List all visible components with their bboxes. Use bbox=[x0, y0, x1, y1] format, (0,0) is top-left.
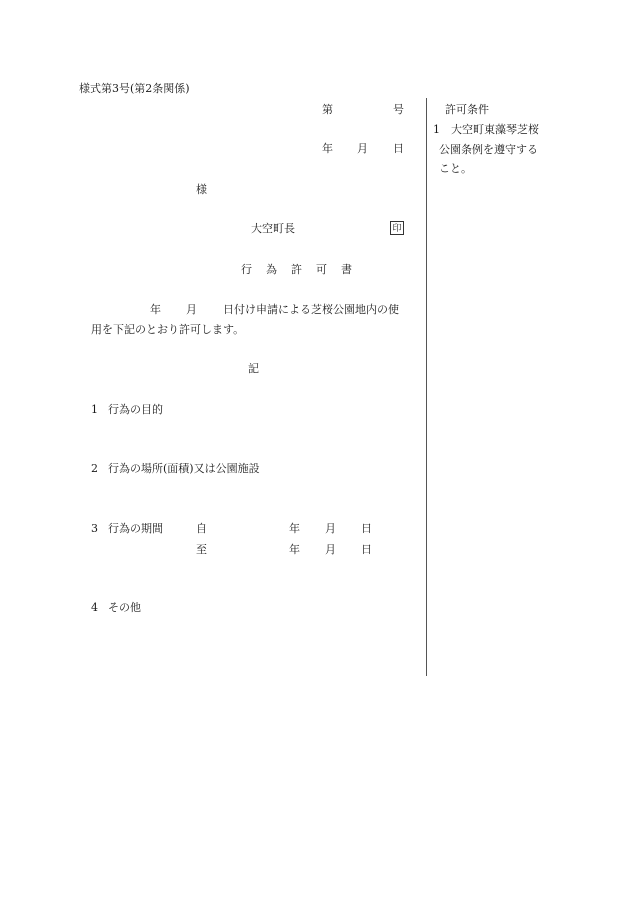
item2-number: 2 bbox=[91, 462, 98, 475]
conditions-title: 許可条件 bbox=[445, 103, 489, 116]
date-day: 日 bbox=[393, 142, 404, 155]
item1-number: 1 bbox=[91, 403, 98, 416]
doc-number-suffix: 号 bbox=[393, 103, 404, 116]
title-char: 為 bbox=[266, 263, 277, 276]
title-char: 可 bbox=[316, 263, 327, 276]
seal-stamp: 印 bbox=[390, 221, 404, 235]
period-from-day: 日 bbox=[361, 522, 372, 535]
item3-label: 行為の期間 bbox=[108, 522, 163, 535]
form-label: 様式第3号(第2条関係) bbox=[79, 82, 190, 95]
item4-label: その他 bbox=[108, 601, 141, 614]
item3-number: 3 bbox=[91, 522, 98, 535]
item2-label: 行為の場所(面積)又は公園施設 bbox=[108, 462, 260, 475]
condition-line1: 大空町東藻琴芝桜 bbox=[451, 123, 539, 136]
period-to-month: 月 bbox=[325, 543, 336, 556]
period-from: 自 bbox=[196, 522, 207, 535]
condition-number: 1 bbox=[433, 123, 440, 136]
period-to-day: 日 bbox=[361, 543, 372, 556]
item4-number: 4 bbox=[91, 601, 98, 614]
body-year: 年 bbox=[150, 303, 161, 316]
date-month: 月 bbox=[357, 142, 368, 155]
doc-number-prefix: 第 bbox=[322, 103, 333, 116]
period-from-year: 年 bbox=[289, 522, 300, 535]
period-from-month: 月 bbox=[325, 522, 336, 535]
document-title bbox=[241, 263, 352, 277]
column-divider bbox=[426, 98, 427, 676]
item1-label: 行為の目的 bbox=[108, 403, 163, 416]
body-line2: 用を下記のとおり許可します。 bbox=[91, 323, 245, 336]
title-char: 許 bbox=[291, 263, 302, 276]
body-line1-rest: 日付け申請による芝桜公園地内の使 bbox=[223, 303, 399, 316]
title-char: 書 bbox=[341, 263, 352, 276]
title-char: 行 bbox=[241, 263, 252, 276]
ki-marker: 記 bbox=[248, 362, 259, 375]
addressee-suffix: 様 bbox=[196, 183, 207, 196]
body-month: 月 bbox=[186, 303, 197, 316]
condition-line2: 公園条例を遵守する bbox=[439, 143, 538, 156]
date-year: 年 bbox=[322, 142, 333, 155]
period-to-year: 年 bbox=[289, 543, 300, 556]
period-to: 至 bbox=[196, 543, 207, 556]
issuer-name: 大空町長 bbox=[251, 222, 295, 235]
condition-line3: こと。 bbox=[439, 162, 472, 175]
